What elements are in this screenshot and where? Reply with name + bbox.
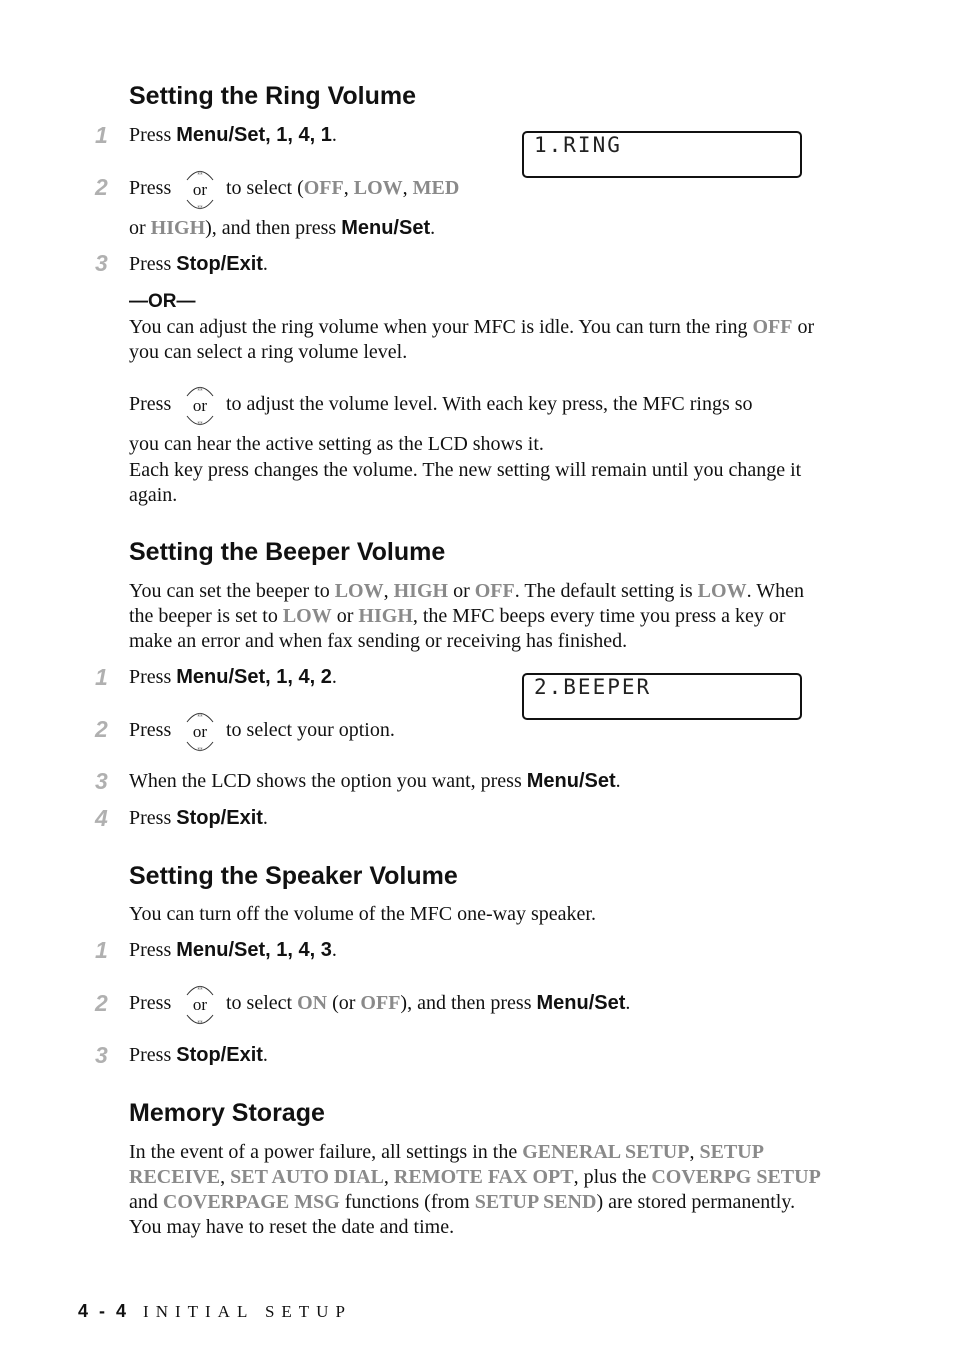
step-number: 1 bbox=[95, 122, 108, 148]
beeper-step-1: Press Menu/Set, 1, 4, 2. bbox=[129, 666, 337, 688]
step-number: 1 bbox=[95, 937, 108, 963]
up-down-key-icon bbox=[183, 707, 217, 757]
ring-adjust-text: to adjust the volume level. With each key press, the MFC rings so bbox=[226, 393, 753, 415]
page-number: 4 - 4 bbox=[78, 1301, 130, 1321]
ring-press-line: Press bbox=[129, 393, 172, 415]
ring-idle-paragraph: You can adjust the ring volume when your MFC is idle. You can turn the ring OFF or you can select a ring volume level. bbox=[129, 316, 815, 363]
beeper-step-2: Press bbox=[129, 719, 172, 741]
lcd-display bbox=[522, 131, 802, 178]
option-high: HIGH bbox=[150, 217, 206, 239]
speaker-step-3: Press Stop/Exit. bbox=[129, 1044, 268, 1066]
ring-hear-text: you can hear the active setting as the LCD shows it. bbox=[129, 433, 544, 455]
lcd-text: 2.BEEPER bbox=[534, 675, 652, 699]
step-number: 1 bbox=[95, 664, 108, 690]
lcd-text: 1.RING bbox=[534, 133, 622, 157]
menu-set-key-label: Menu/Set bbox=[176, 124, 266, 146]
step-number: 4 bbox=[95, 805, 108, 831]
speaker-step-2: Press bbox=[129, 992, 172, 1014]
step-number: 2 bbox=[95, 716, 108, 742]
section-title: INITIAL SETUP bbox=[143, 1302, 352, 1321]
step-number: 2 bbox=[95, 990, 108, 1016]
up-down-key-icon bbox=[183, 980, 217, 1030]
beeper-step-4: Press Stop/Exit. bbox=[129, 807, 268, 829]
beeper-heading: Setting the Beeper Volume bbox=[129, 538, 446, 566]
option-off: OFF bbox=[303, 177, 344, 199]
ring-step-1: Press Menu/Set, 1, 4, 1. bbox=[129, 124, 337, 146]
option-med: MED bbox=[412, 177, 460, 199]
or-separator: —OR— bbox=[129, 291, 196, 312]
svg-text:or: or bbox=[192, 995, 208, 1014]
svg-text:or: or bbox=[192, 180, 208, 199]
step-number: 3 bbox=[95, 1042, 108, 1068]
ring-heading: Setting the Ring Volume bbox=[129, 82, 417, 110]
step-number: 3 bbox=[95, 250, 108, 276]
ring-change-text: Each key press changes the volume. The new setting will remain until you change it again. bbox=[129, 459, 802, 506]
speaker-step-2-text: to select ON (or OFF), and then press Menu/Set. bbox=[226, 992, 631, 1014]
speaker-intro: You can turn off the volume of the MFC one-way speaker. bbox=[129, 903, 596, 925]
ring-step-2-text: to select (OFF, LOW, MED bbox=[226, 177, 460, 199]
beeper-step-2-text: to select your option. bbox=[226, 719, 395, 741]
svg-text:or: or bbox=[192, 396, 208, 415]
option-low: LOW bbox=[353, 177, 403, 199]
lcd-display bbox=[522, 673, 802, 720]
ring-step-2-cont: or HIGH), and then press Menu/Set. bbox=[129, 217, 436, 239]
up-down-key-icon bbox=[183, 381, 217, 431]
memory-heading: Memory Storage bbox=[129, 1099, 325, 1127]
ring-step-3: Press Stop/Exit. bbox=[129, 253, 268, 275]
speaker-heading: Setting the Speaker Volume bbox=[129, 862, 458, 890]
step-number: 3 bbox=[95, 768, 108, 794]
svg-text:or: or bbox=[192, 722, 208, 741]
beeper-step-3: When the LCD shows the option you want, press Menu/Set. bbox=[129, 770, 621, 792]
step-number: 2 bbox=[95, 174, 108, 200]
beeper-intro: You can set the beeper to LOW, HIGH or OFF. The default setting is LOW. When the beeper is set to LOW or HIGH, the MFC beeps every time you press a key or make an error and when fax sending or receiving has finished. bbox=[129, 580, 804, 652]
up-down-key-icon bbox=[183, 165, 217, 215]
speaker-step-1: Press Menu/Set, 1, 4, 3. bbox=[129, 939, 337, 961]
page-footer bbox=[78, 1300, 352, 1323]
memory-paragraph: In the event of a power failure, all settings in the GENERAL SETUP, SETUP RECEIVE, SET AUTO DIAL, REMOTE FAX OPT, plus the COVERPG SETUP and COVERPAGE MSG functions (from SETUP SEND) are stored permanently. You may have to reset the date and time. bbox=[129, 1141, 821, 1238]
ring-step-2: Press bbox=[129, 177, 172, 199]
